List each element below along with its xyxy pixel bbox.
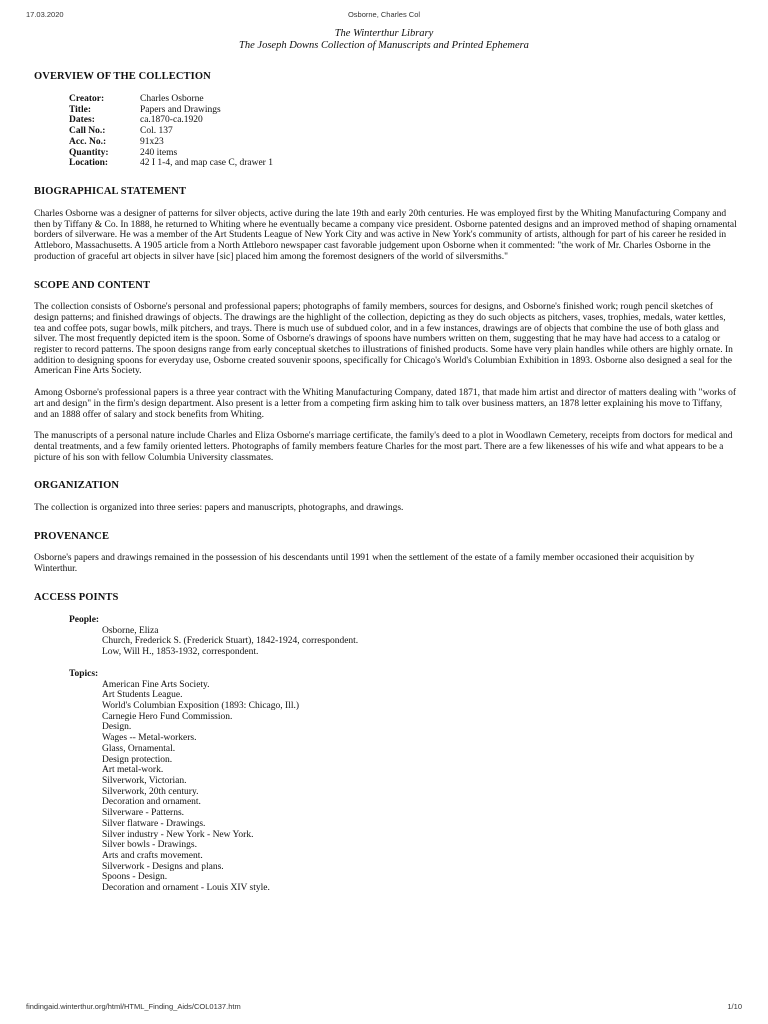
list-item: Church, Frederick S. (Frederick Stuart), 1842-1924, correspondent. xyxy=(102,636,359,647)
access-points-heading: ACCESS POINTS xyxy=(34,591,119,603)
collection-name: The Joseph Downs Collection of Manuscripts and Printed Ephemera xyxy=(239,40,529,51)
overview-label: Title: xyxy=(69,104,91,115)
print-date: 17.03.2020 xyxy=(26,10,64,19)
topics-label: Topics: xyxy=(69,668,99,679)
overview-table xyxy=(69,94,738,170)
list-item: Design. xyxy=(102,722,132,733)
list-item: Silver flatware - Drawings. xyxy=(102,818,206,829)
list-item: Osborne, Eliza xyxy=(102,625,159,636)
biographical-section xyxy=(34,187,738,262)
list-item: Silver bowls - Drawings. xyxy=(102,840,197,851)
people-list xyxy=(102,626,738,658)
print-title: Osborne, Charles Col xyxy=(347,10,421,19)
organization-paragraph: The collection is organized into three series: papers and manuscripts, photographs, and drawings. xyxy=(34,503,404,514)
list-item: Carnegie Hero Fund Commission. xyxy=(102,711,233,722)
overview-value: Charles Osborne xyxy=(140,93,204,104)
overview-label: Creator: xyxy=(69,93,105,104)
overview-value: 91x23 xyxy=(140,136,164,147)
list-item: American Fine Arts Society. xyxy=(102,679,210,690)
overview-value: Col. 137 xyxy=(140,126,173,137)
provenance-heading: PROVENANCE xyxy=(34,530,110,542)
overview-row xyxy=(69,126,738,137)
overview-value: 240 items xyxy=(140,147,178,158)
page-number: 1/10 xyxy=(727,1002,742,1011)
page-url: findingaid.winterthur.org/html/HTML_Finding_Aids/COL0137.htm xyxy=(26,1002,241,1011)
library-name: The Winterthur Library xyxy=(334,28,434,39)
list-item: Glass, Ornamental. xyxy=(102,743,176,754)
overview-label: Location: xyxy=(69,158,109,169)
overview-row xyxy=(69,115,738,126)
organization-heading: ORGANIZATION xyxy=(34,480,120,492)
overview-value: 42 I 1-4, and map case C, drawer 1 xyxy=(140,158,273,169)
document-header xyxy=(0,28,768,52)
list-item: Decoration and ornament. xyxy=(102,797,201,808)
topics-list xyxy=(102,680,738,894)
list-item: Wages -- Metal-workers. xyxy=(102,733,197,744)
overview-label: Quantity: xyxy=(69,147,109,158)
overview-label: Call No.: xyxy=(69,126,106,137)
finding-aid-content xyxy=(34,72,738,912)
list-item: Design protection. xyxy=(102,754,173,765)
list-item: Decoration and ornament - Louis XIV style. xyxy=(102,883,270,894)
list-item: Silver industry - New York - New York. xyxy=(102,829,254,840)
list-item: Art Students League. xyxy=(102,690,183,701)
overview-value: Papers and Drawings xyxy=(140,104,221,115)
overview-row xyxy=(69,148,738,159)
list-item: Art metal-work. xyxy=(102,765,164,776)
overview-row xyxy=(69,94,738,105)
overview-heading: OVERVIEW OF THE COLLECTION xyxy=(34,71,211,82)
people-group xyxy=(69,615,738,658)
overview-label: Dates: xyxy=(69,115,95,126)
scope-section xyxy=(34,281,738,464)
list-item: Silverware - Patterns. xyxy=(102,808,185,819)
overview-label: Acc. No.: xyxy=(69,136,107,147)
scope-heading: SCOPE AND CONTENT xyxy=(34,279,151,291)
people-label: People: xyxy=(69,614,100,625)
overview-row xyxy=(69,137,738,148)
provenance-paragraph: Osborne's papers and drawings remained in the possession of his descendants until 1991 when the settlement of the estate of a family member occasioned their acquisition by Winterthur. xyxy=(34,553,695,575)
overview-row xyxy=(69,105,738,116)
list-item: World's Columbian Exposition (1893: Chicago, Ill.) xyxy=(102,701,299,712)
overview-value: ca.1870-ca.1920 xyxy=(140,115,203,126)
access-points-section xyxy=(34,593,738,894)
topics-group xyxy=(69,669,738,894)
biographical-paragraph: Charles Osborne was a designer of patterns for silver objects, active during the late 19th and early 20th centuries. He was employed first by the Whiting Manufacturing Company and then by Tiffany & Co. In 1888, he returned to Whiting where he eventually became a company vice president. Osborne patented designs and an improved method of shaping ornamental borders of silverware. He was a member of the Art Students League of New York City and was active in New York's community of artists, although for part of his career he resided in Attleboro, Massachusetts. A 1905 article from a North Attleboro newspaper cast favorable judgement upon Osborne when it commented: "the work of Mr. Charles Osborne in the production of graceful art objects in silver have [sic] placed him among the foremost designers of the world of silversmiths." xyxy=(34,208,737,262)
list-item: Arts and crafts movement. xyxy=(102,850,203,861)
list-item: Silverwork, Victorian. xyxy=(102,776,187,786)
scope-paragraph: The collection consists of Osborne's personal and professional papers; photographs of family members, sources for designs, and Osborne's finished work; rough pencil sketches of design patterns; and finished drawings of objects. The drawings are the highlight of the collection, depicting as they do such objects as pitchers, vases, trophies, medals, water kettles, tea and coffee pots, sugar bowls, milk pitchers, and trays. There is much use of subdued color, and in a few instances, drawings are of objects that combine the use of both glass and silver. The most frequently depicted item is the spoon. Some of Osborne's drawings of spoons have numbers written on them, suggesting that he may have had access to a catalog or register to record patterns. The spoon designs range from early conceptual sketches to illustrations of finished products. Some have very plain handles while others are highly ornate. In addition to designing spoons for everyday use, Osborne created souvenir spoons, specifically for Chicago's World's Columbian Exhibition in 1893. Osborne also designed a seal for the American Fine Arts Society. xyxy=(34,302,733,377)
scope-paragraph: The manuscripts of a personal nature include Charles and Eliza Osborne's marriage certificate, the family's deed to a plot in Woodlawn Cemetery, receipts from doctors for medical and dental treatments, and a few family oriented letters. Photographs of family members feature Charles for the most part. There are a few likenesses of his wife and what appears to be a picture of his son with fellow Columbia University classmates. xyxy=(34,431,733,463)
organization-section xyxy=(34,481,738,513)
scope-paragraph: Among Osborne's professional papers is a three year contract with the Whiting Manufacturing Company, dated 1871, that made him artist and director of matters dealing with "works of art and design" in the firm's design department. Also present is a letter from a competing firm asking him to talk over business matters, an 1878 letter explaining his move to Tiffany, and an 1888 offer of salary and stock benefits from Whiting. xyxy=(34,388,737,420)
list-item: Low, Will H., 1853-1932, correspondent. xyxy=(102,646,259,657)
overview-row xyxy=(69,158,738,169)
provenance-section xyxy=(34,532,738,575)
list-item: Spoons - Design. xyxy=(102,872,168,883)
list-item: Silverwork, 20th century. xyxy=(102,786,199,797)
biographical-heading: BIOGRAPHICAL STATEMENT xyxy=(34,186,187,198)
list-item: Silverwork - Designs and plans. xyxy=(102,861,224,872)
